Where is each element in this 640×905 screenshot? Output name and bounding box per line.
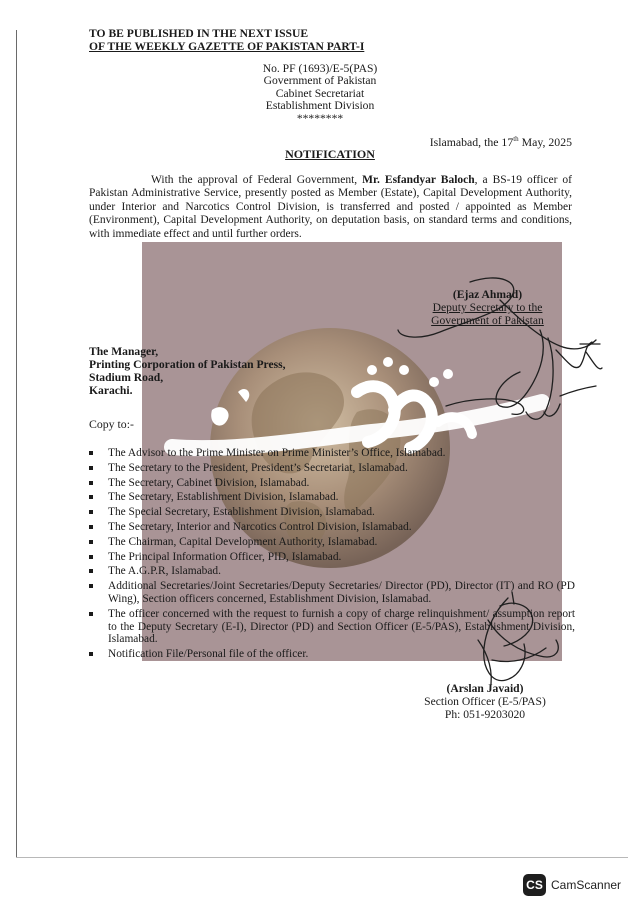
list-item: Notification File/Personal file of the officer. [89,647,575,662]
list-item: The officer concerned with the request to furnish a copy of charge relinquishment/ assumption report to the Deputy Secretary (E-I), Director (PD) and Section Officer (E-5/PAS), Establishment Division, Islamabad. [89,607,575,647]
addressee-block [89,345,286,397]
government-name: Government of Pakistan [263,74,377,88]
gazette-header-line2: OF THE WEEKLY GAZETTE OF PAKISTAN PART-I [89,40,365,53]
list-item: The Chairman, Capital Development Authority, Islamabad. [89,535,575,550]
list-item: The Secretary, Establishment Division, Islamabad. [89,490,575,505]
list-item: The Special Secretary, Establishment Division, Islamabad. [89,505,575,520]
list-item: The Secretary to the President, President’s Secretariat, Islamabad. [89,461,575,476]
bullet-icon [89,555,93,559]
signatory-2-name: (Arslan Javaid) [446,682,524,695]
body-part1: With the approval of Federal Government, [151,174,363,186]
bullet-icon [89,584,93,588]
bullet-icon [89,540,93,544]
addressee-line4: Karachi. [89,384,133,397]
list-item: Additional Secretaries/Joint Secretaries/Deputy Secretaries/ Director (PD), Director (IT) and RO (PD Wing), Section officers concerned, Establishment Division, Islamabad. [89,579,575,607]
list-item: The Secretary, Cabinet Division, Islamabad. [89,476,575,491]
copy-to-list [89,446,575,662]
notification-title: NOTIFICATION [285,147,375,161]
date-rest: May, 2025 [518,135,572,149]
list-item: The Advisor to the Prime Minister on Prime Minister’s Office, Islamabad. [89,446,575,461]
camscanner-name: CamScanner [551,878,622,892]
reference-stars: ******** [296,111,344,125]
date-prefix: Islamabad, the 17 [429,135,514,149]
bottom-rule [16,857,628,858]
reference-block [200,63,440,125]
signatory-1-name: (Ejaz Ahmad) [452,288,523,301]
bullet-icon [89,481,93,485]
secretariat-name: Cabinet Secretariat [275,86,365,100]
gazette-header [89,27,364,53]
bullet-icon [89,612,93,616]
copy-to-label: Copy to:- [89,417,134,431]
addressee-line2: Printing Corporation of Pakistan Press, [89,358,286,371]
signatory-2-block [410,682,560,722]
notification-body [89,174,572,241]
bullet-icon [89,510,93,514]
date-suffix: th [513,135,519,144]
reference-number: No. PF (1693)/E-5(PAS) [262,62,378,75]
list-item: The A.G.P.R, Islamabad. [89,564,575,579]
bullet-icon [89,569,93,573]
division-name: Establishment Division [265,99,375,113]
list-item: The Secretary, Interior and Narcotics Control Division, Islamabad. [89,520,575,535]
signatory-2-designation: Section Officer (E-5/PAS) [424,695,546,709]
bullet-icon [89,451,93,455]
body-part2: , a BS-19 officer of Pakistan Administrative Service, presently posted as Member (Estate), Capital Development Authority, under Interior and Narcotics Control Division, is transferred and posted / appointed as Member (Environment), Capital Development Authority, on deputation basis, on standard terms and conditions, with immediate effect and until further orders. [89,174,572,240]
officer-name: Mr. Esfandyar Baloch [362,174,475,186]
bullet-icon [89,495,93,499]
addressee-line3: Stadium Road, [89,371,164,384]
signatory-2-phone: Ph: 051-9203020 [444,708,526,722]
addressee-line1: The Manager, [89,345,159,358]
gazette-header-line1: TO BE PUBLISHED IN THE NEXT ISSUE [89,27,309,40]
camscanner-logo [523,874,621,896]
bullet-icon [89,466,93,470]
list-item: The Principal Information Officer, PID, Islamabad. [89,550,575,565]
bullet-icon [89,652,93,656]
signatory-1-designation-1: Deputy Secretary to the [432,301,543,314]
signatory-1-designation-2: Government of Pakistan [431,314,544,327]
signatory-1-block [400,288,575,327]
bullet-icon [89,525,93,529]
camscanner-badge: CS [523,874,546,896]
